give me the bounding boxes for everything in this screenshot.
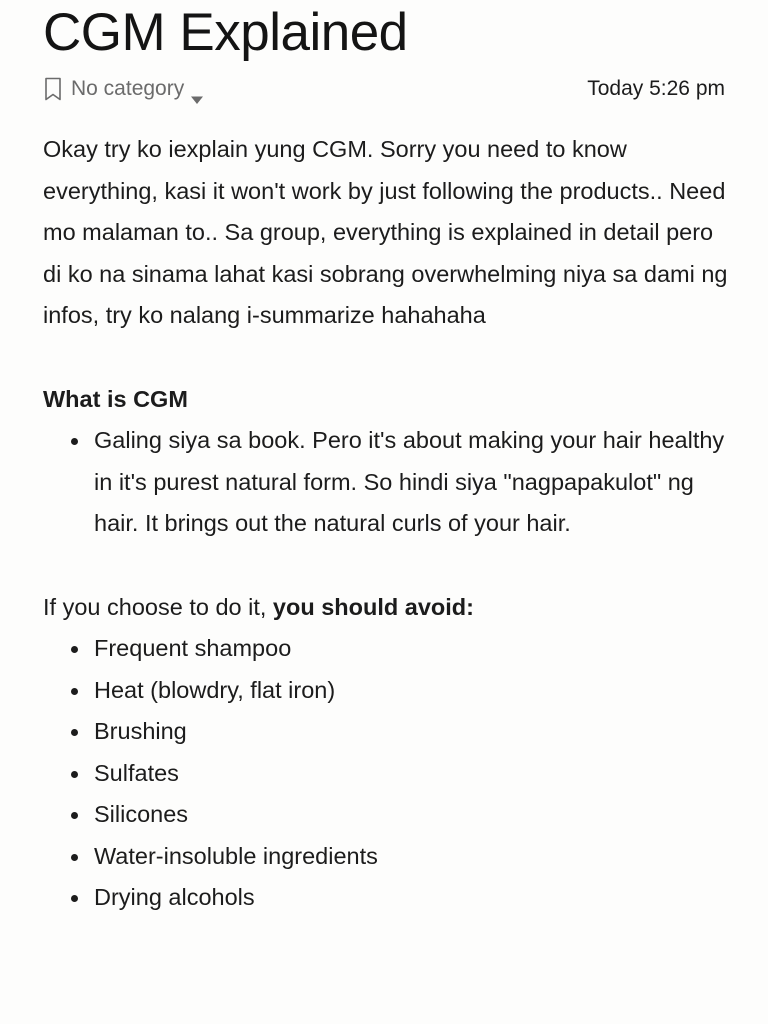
avoid-lead-paragraph xyxy=(43,587,733,629)
bookmark-icon xyxy=(43,76,63,102)
blank-line xyxy=(43,337,733,379)
list-item: Silicones xyxy=(94,794,733,836)
note-title[interactable]: CGM Explained xyxy=(43,3,408,62)
intro-paragraph: Okay try ko iexplain yung CGM. Sorry you need to know everything, kasi it won't work by just following the products.. Need mo malaman to.. Sa group, everything is explained in detail pero di ko na sinama lahat kasi sobrang overwhelming niya sa dami ng infos, try ko nalang i-summarize hahahaha xyxy=(43,136,728,328)
note-timestamp: Today 5:26 pm xyxy=(587,77,725,100)
list-item: Galing siya sa book. Pero it's about making your hair healthy in it's purest natural form. So hindi siya "nagpapakulot" ng hair. It brings out the natural curls of your hair. xyxy=(94,420,733,545)
category-label: No category xyxy=(71,77,185,100)
caret-down-icon xyxy=(190,84,204,94)
note-body[interactable] xyxy=(43,129,733,919)
list-item: Drying alcohols xyxy=(94,877,733,919)
section-heading-what-is-cgm: What is CGM xyxy=(43,385,188,412)
what-is-cgm-list xyxy=(43,420,733,545)
avoid-lead-text: If you choose to do it, xyxy=(43,593,273,620)
blank-line xyxy=(43,545,733,587)
list-item: Brushing xyxy=(94,711,733,753)
list-item: Heat (blowdry, flat iron) xyxy=(94,670,733,712)
note-editor xyxy=(43,0,733,919)
avoid-list xyxy=(43,628,733,919)
category-selector[interactable] xyxy=(43,74,204,104)
note-meta-bar xyxy=(43,74,733,104)
avoid-lead-bold: you should avoid: xyxy=(272,593,474,620)
list-item: Frequent shampoo xyxy=(94,628,733,670)
list-item: Sulfates xyxy=(94,753,733,795)
list-item: Water-insoluble ingredients xyxy=(94,836,733,878)
